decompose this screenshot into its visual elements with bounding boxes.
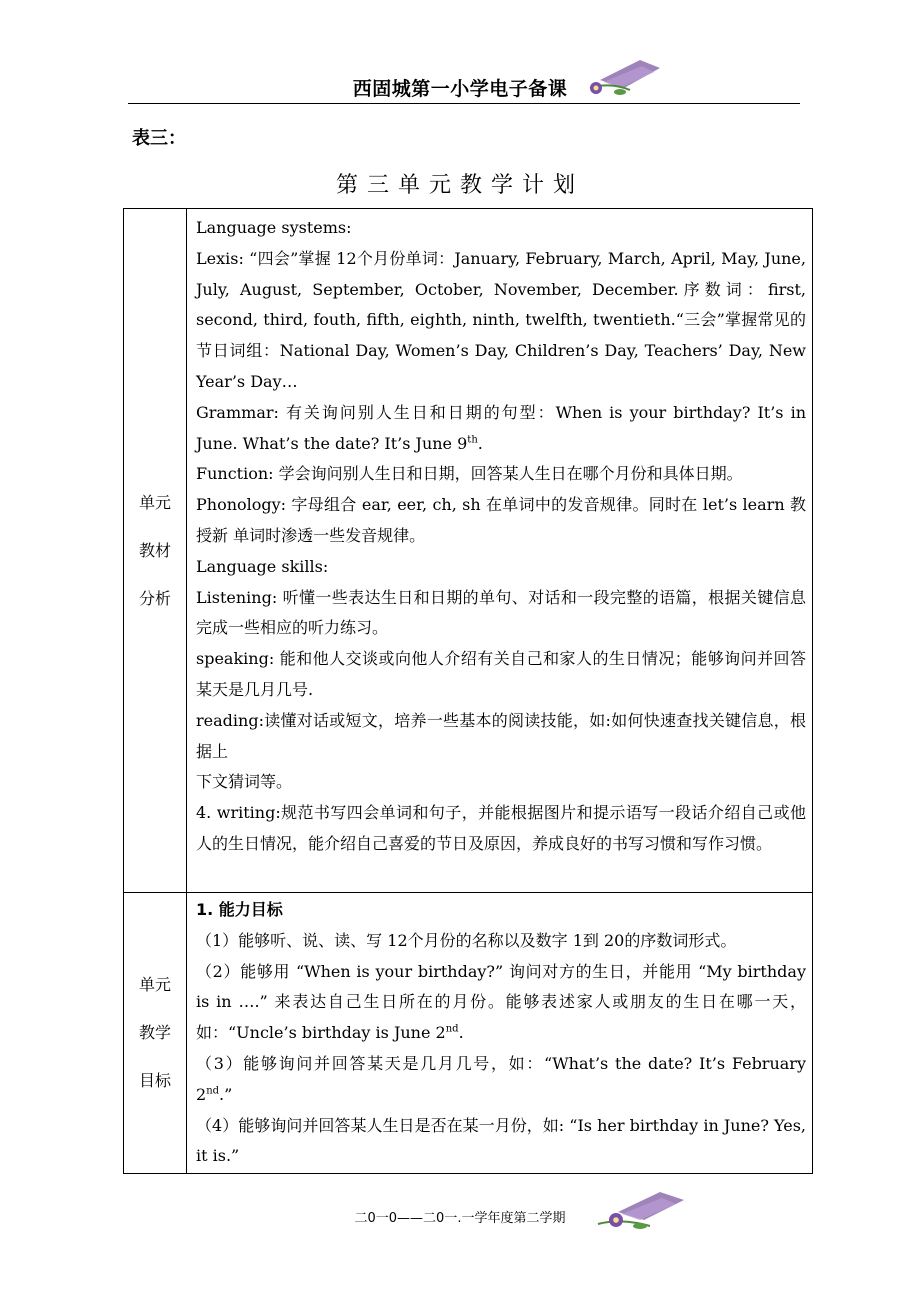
analysis-line: Phonology: 字母组合 ear, eer, ch, sh 在单词中的发音规律。同时在 let’s learn 教授新 单词时渗透一些发音规律。 (196, 495, 806, 545)
analysis-line: 下文猜词等。 (196, 772, 293, 792)
analysis-line: Language skills: (196, 556, 329, 576)
flower-decoration-icon (580, 54, 662, 100)
objectives-label-line: 目标 (138, 1071, 171, 1090)
analysis-line: speaking: 能和他人交谈或向他人介绍有关自己和家人的生日情况；能够询问并回答某天是几月几号. (196, 649, 806, 699)
objective-item-sup: nd (445, 1023, 459, 1035)
objectives-label-line: 教学 (138, 1023, 171, 1042)
objectives-heading: 1. 能力目标 (196, 900, 283, 919)
header-divider (128, 103, 800, 104)
table-label: 表三： (132, 128, 186, 149)
unit-plan-table (123, 208, 813, 1174)
objectives-content-cell (187, 893, 813, 1174)
document-title: 第三单元教学计划 (335, 173, 584, 198)
analysis-label-cell (124, 209, 187, 893)
analysis-content-cell (187, 209, 813, 893)
analysis-label-line: 分析 (138, 588, 171, 608)
analysis-line: Lexis: “四会”掌握 12个月份单词：January, February, March, April, May, June, July, August, September, October, November, December.序数词：first, second, third, fouth, fifth, eighth, ninth, twelfth, twentieth.“三会”掌握常见的节日词组：National Day, Women’s Day, Children’s Day, Teachers’ Day, New Year’s Day… (196, 248, 806, 391)
footer-text: 二0一0——二0一.一学年度第二学期 (354, 1211, 566, 1226)
objective-item-sup: nd (206, 1085, 220, 1097)
flower-decoration-icon (592, 1188, 688, 1232)
analysis-line: 4. writing:规范书写四会单词和句子，并能根据图片和提示语写一段话介绍自己或他人的生日情况，能介绍自己喜爱的节日及原因，养成良好的书写习惯和写作习惯。 (196, 803, 806, 853)
objectives-label-line: 单元 (138, 975, 171, 994)
analysis-grammar-line (196, 398, 806, 460)
analysis-row (124, 209, 813, 893)
objectives-row (124, 893, 813, 1174)
objectives-label-cell (124, 893, 187, 1174)
objective-item-end: . (458, 1023, 464, 1043)
analysis-line: reading:读懂对话或短文，培养一些基本的阅读技能，如:如何快速查找关键信息，根据上 (196, 710, 806, 761)
grammar-end: . (477, 433, 483, 453)
objective-item (196, 957, 806, 1049)
objective-item-end: .” (219, 1084, 233, 1104)
analysis-line: Language systems: (196, 218, 352, 237)
analysis-line: Function: 学会询问别人生日和日期，回答某人生日在哪个月份和具体日期。 (196, 464, 743, 484)
grammar-sup: th (467, 434, 478, 446)
grammar-text: Grammar: 有关询问别人生日和日期的句型：When is your birthday? It’s in June. What’s the date? It’s June 9 (196, 402, 806, 453)
page-header-title: 西固城第一小学电子备课 (352, 78, 568, 100)
analysis-line: Listening: 听懂一些表达生日和日期的单句、对话和一段完整的语篇，根据关键信息完成一些相应的听力练习。 (196, 587, 806, 638)
objective-item: （4）能够询问并回答某人生日是否在某一月份，如: “Is her birthday in June? Yes, it is.” (196, 1115, 806, 1166)
objective-item-text: （3）能够询问并回答某天是几月几号，如：“What’s the date? It’s February 2 (196, 1053, 806, 1104)
analysis-label-line: 单元 (138, 492, 171, 512)
objective-item-text: （2）能够用 “When is your birthday?” 询问对方的生日，并能用 “My birthday is in ….” 来表达自己生日所在的月份。能够表述家人或朋友的生日在哪一天，如：“Uncle’s birthday is June 2 (196, 961, 806, 1043)
objective-item: （1）能够听、说、读、写 12个月份的名称以及数字 1到 20的序数词形式。 (196, 930, 737, 950)
objective-item (196, 1049, 806, 1111)
analysis-label-line: 教材 (138, 540, 171, 560)
